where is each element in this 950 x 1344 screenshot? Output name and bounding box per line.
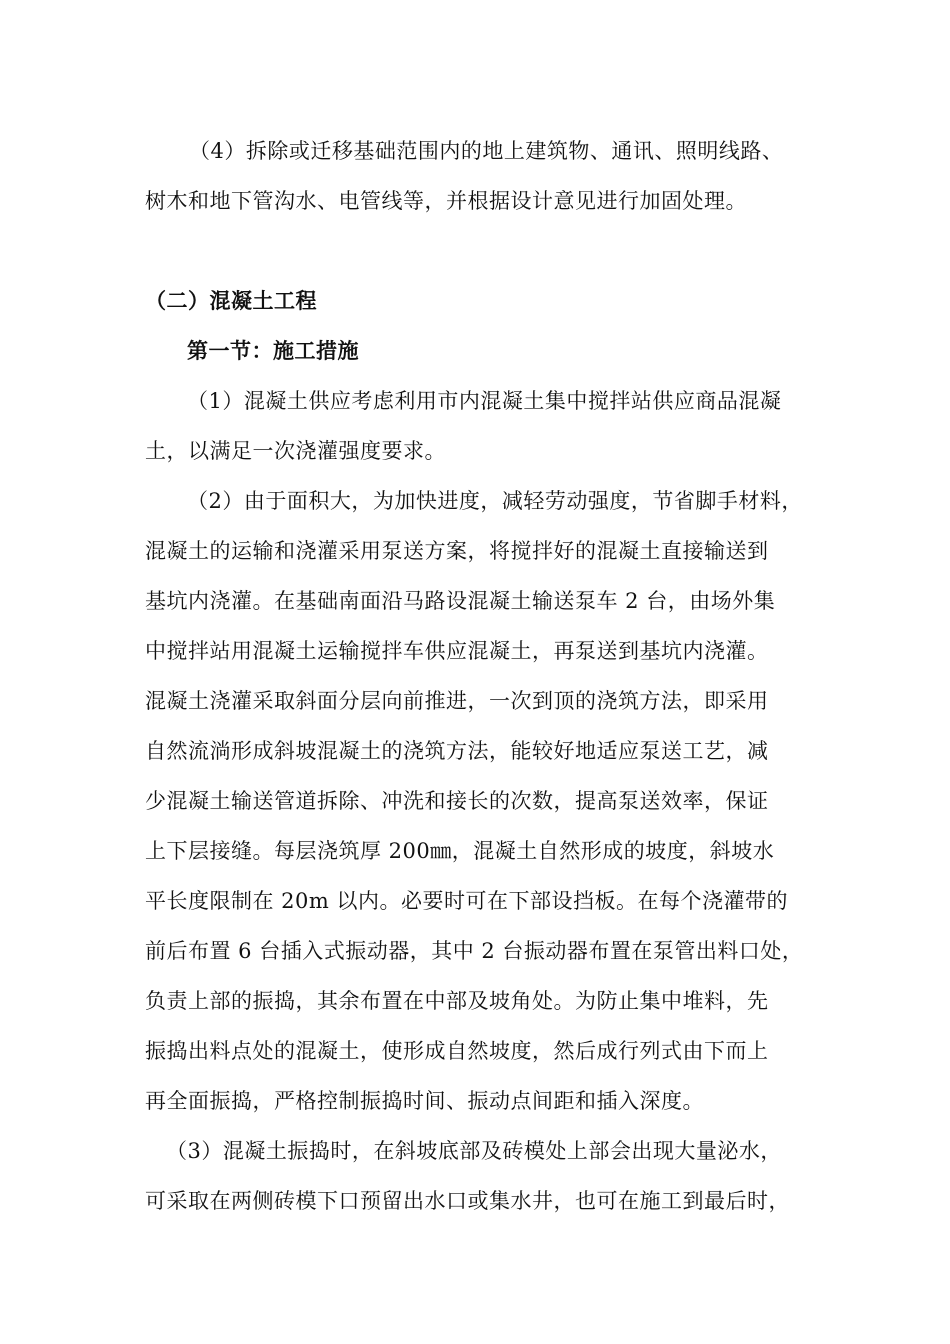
text-line: （4）拆除或迁移基础范围内的地上建筑物、通讯、照明线路、 [189, 139, 784, 163]
text-line: （3）混凝土振捣时，在斜坡底部及砖模处上部会出现大量泌水， [166, 1139, 782, 1163]
text-line: 中搅拌站用混凝土运输搅拌车供应混凝土，再泵送到基坑内浇灌。 [145, 639, 769, 663]
text-line: 可采取在两侧砖模下口预留出水口或集水井，也可在施工到最后时， [145, 1189, 790, 1213]
text-line: 混凝土的运输和浇灌采用泵送方案，将搅拌好的混凝土直接输送到 [145, 539, 769, 563]
section-heading: （二）混凝土工程 [145, 289, 317, 313]
text-line: 自然流淌形成斜坡混凝土的浇筑方法，能较好地适应泵送工艺，减 [145, 739, 769, 763]
text-line: 混凝土浇灌采取斜面分层向前推进，一次到顶的浇筑方法，即采用 [145, 689, 769, 713]
text-line: 土，以满足一次浇灌强度要求。 [145, 439, 446, 463]
text-line: （2）由于面积大，为加快进度，减轻劳动强度，节省脚手材料， [187, 489, 803, 513]
text-line: 前后布置 6 台插入式振动器，其中 2 台振动器布置在泵管出料口处， [145, 939, 804, 963]
text-line: 平长度限制在 20m 以内。必要时可在下部设挡板。在每个浇灌带的 [145, 889, 788, 913]
text-line: 再全面振捣，严格控制振捣时间、振动点间距和插入深度。 [145, 1089, 704, 1113]
text-line: 上下层接缝。每层浇筑厚 200㎜，混凝土自然形成的坡度，斜坡水 [145, 839, 775, 863]
text-line: 树木和地下管沟水、电管线等，并根据设计意见进行加固处理。 [145, 189, 747, 213]
text-line: 少混凝土输送管道拆除、冲洗和接长的次数，提高泵送效率，保证 [145, 789, 769, 813]
text-line: （1）混凝土供应考虑利用市内混凝土集中搅拌站供应商品混凝 [187, 389, 782, 413]
text-line: 基坑内浇灌。在基础南面沿马路设混凝土输送泵车 2 台，由场外集 [145, 589, 776, 613]
text-line: 振捣出料点处的混凝土，使形成自然坡度，然后成行列式由下而上 [145, 1039, 769, 1063]
text-line: 负责上部的振捣，其余布置在中部及坡角处。为防止集中堆料，先 [145, 989, 769, 1013]
subsection-heading: 第一节：施工措施 [187, 339, 359, 363]
